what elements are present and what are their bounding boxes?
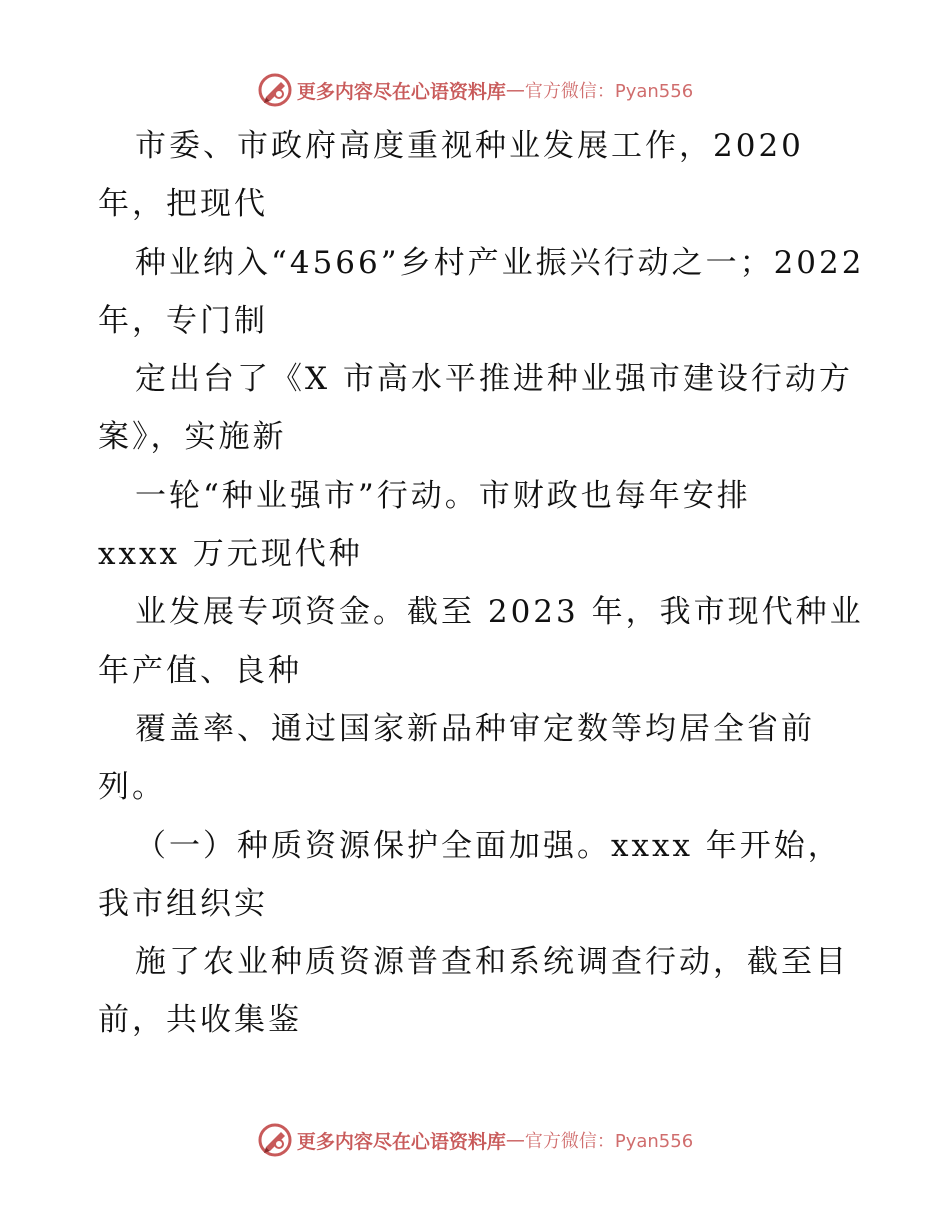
banner-title: 更多内容尽在心语资料库 — [296, 80, 506, 103]
text-line: 覆盖率、通过国家新品种审定数等均居全省前 — [135, 710, 815, 747]
text-line: 定出台了《X 市高水平推进种业强市建设行动方 — [135, 361, 853, 398]
banner-title: 更多内容尽在心语资料库 — [296, 1130, 506, 1153]
banner-wechat: 官方微信：Pyan556 — [524, 1131, 694, 1152]
banner-wechat: 官方微信：Pyan556 — [524, 81, 694, 102]
footer-banner — [0, 1120, 950, 1160]
text-line: 施了农业种质资源普查和系统调查行动，截至目 — [135, 944, 849, 981]
text-line: 我市组织实 — [98, 885, 268, 922]
text-line: 一轮“种业强市”行动。市财政也每年安排 — [135, 477, 751, 514]
text-line: xxxx 万元现代种 — [98, 536, 363, 573]
text-line: 年，把现代 — [98, 186, 268, 223]
text-line: 种业纳入“4566”乡村产业振兴行动之一；2022 — [135, 244, 865, 281]
pen-logo-icon — [257, 72, 293, 108]
banner-dash: — — [505, 79, 525, 101]
text-line: 列。 — [98, 769, 166, 806]
text-line: 业发展专项资金。截至 2023 年，我市现代种业 — [135, 594, 864, 631]
text-line: 市委、市政府高度重视种业发展工作，2020 — [135, 128, 804, 164]
text-line: 年，专门制 — [98, 302, 268, 339]
banner-dash: — — [505, 1129, 525, 1151]
document-body — [98, 117, 888, 1050]
section-heading-line: （一）种质资源保护全面加强。xxxx 年开始， — [135, 827, 842, 864]
text-line: 案》，实施新 — [98, 419, 287, 456]
pen-logo-icon — [257, 1122, 293, 1158]
text-line: 前，共收集鉴 — [98, 1002, 302, 1039]
header-banner — [0, 70, 950, 110]
text-line: 年产值、良种 — [98, 652, 302, 689]
